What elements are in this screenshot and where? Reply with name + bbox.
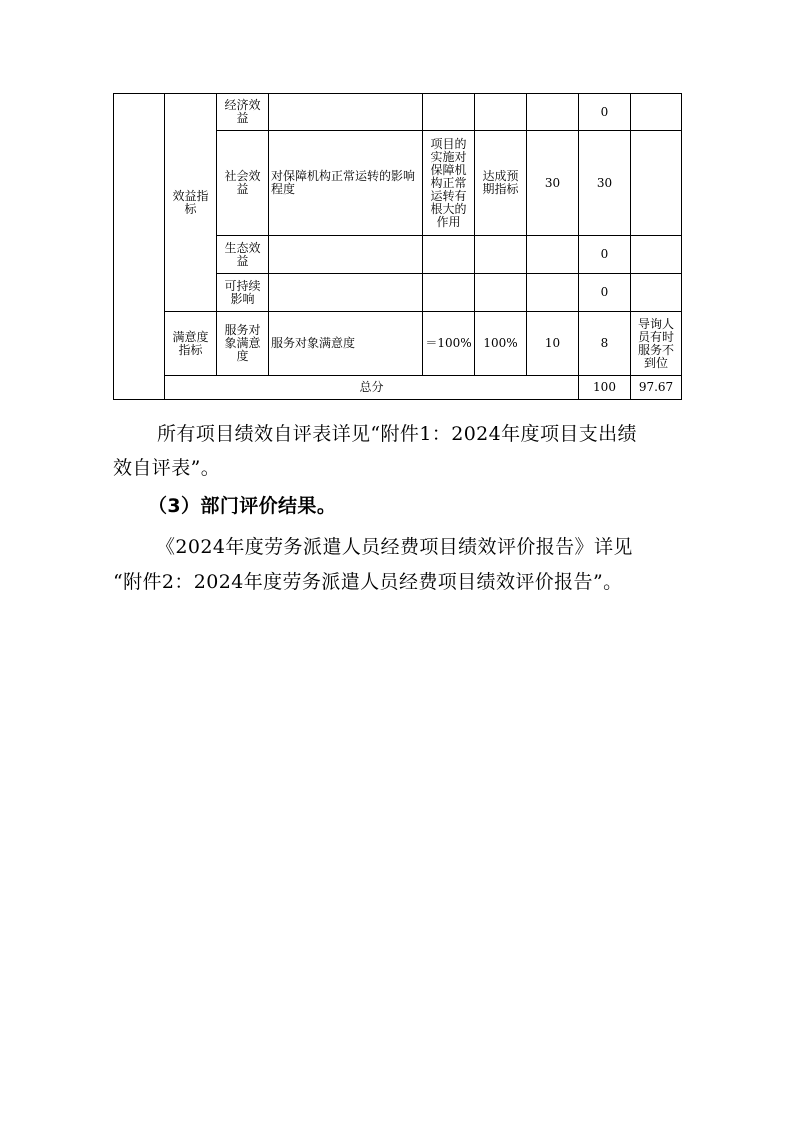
actual-cell: 达成预期指标 [475, 131, 527, 236]
target-cell: ＝100% [423, 312, 475, 376]
sub-cell: 服务对象满意度 [217, 312, 269, 376]
sub-cell: 可持续影响 [217, 274, 269, 312]
total-weight: 100 [579, 376, 631, 400]
total-label: 总分 [165, 376, 579, 400]
score-cell: 0 [579, 236, 631, 274]
score-cell: 8 [579, 312, 631, 376]
target-cell [423, 94, 475, 131]
category-cell: 满意度指标 [165, 312, 217, 376]
performance-table [113, 93, 682, 400]
sub-cell: 社会效益 [217, 131, 269, 236]
paragraph-line: “附件2：2024年度劳务派遣人员经费项目绩效评价报告”。 [113, 571, 623, 593]
sub-cell: 经济效益 [217, 94, 269, 131]
note-cell [631, 236, 682, 274]
table-row [114, 312, 682, 376]
actual-cell: 100% [475, 312, 527, 376]
table-row [114, 94, 682, 131]
indicator-cell: 对保障机构正常运转的影响程度 [269, 131, 423, 236]
weight-cell [527, 274, 579, 312]
section-heading: （3）部门评价结果。 [148, 495, 337, 517]
target-cell [423, 274, 475, 312]
note-cell [631, 274, 682, 312]
paragraph-line: 所有项目绩效自评表详见“附件1：2024年度项目支出绩 [157, 423, 637, 445]
weight-cell: 10 [527, 312, 579, 376]
note-cell [631, 131, 682, 236]
weight-cell [527, 94, 579, 131]
actual-cell [475, 236, 527, 274]
target-cell: 项目的实施对保障机构正常运转有根大的作用 [423, 131, 475, 236]
score-cell: 30 [579, 131, 631, 236]
score-cell: 0 [579, 94, 631, 131]
score-cell: 0 [579, 274, 631, 312]
weight-cell [527, 236, 579, 274]
indicator-cell [269, 274, 423, 312]
blank-cell [114, 94, 165, 400]
weight-cell: 30 [527, 131, 579, 236]
indicator-cell: 服务对象满意度 [269, 312, 423, 376]
note-cell [631, 94, 682, 131]
indicator-cell [269, 94, 423, 131]
actual-cell [475, 94, 527, 131]
target-cell [423, 236, 475, 274]
sub-cell: 生态效益 [217, 236, 269, 274]
total-row [114, 376, 682, 400]
indicator-cell [269, 236, 423, 274]
actual-cell [475, 274, 527, 312]
paragraph-line: 效自评表”。 [113, 457, 221, 479]
category-cell: 效益指标 [165, 94, 217, 312]
note-cell: 导询人员有时服务不到位 [631, 312, 682, 376]
total-score: 97.67 [631, 376, 682, 400]
paragraph-line: 《2024年度劳务派遣人员经费项目绩效评价报告》详见 [156, 536, 633, 558]
